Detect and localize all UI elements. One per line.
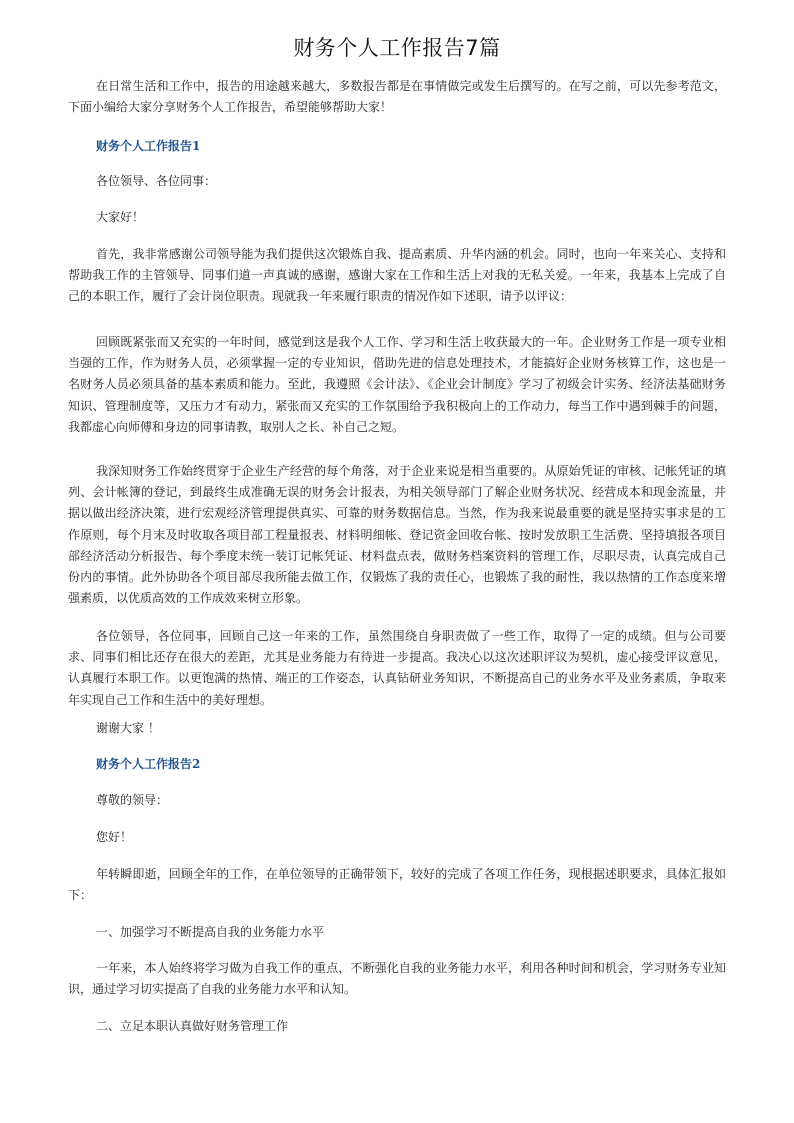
report-1-heading: 财务个人工作报告1 <box>96 139 201 153</box>
report-1-paragraph-1: 首先，我非常感谢公司领导能为我们提供这次锻炼自我、提高素质、升华内涵的机会。同时，也向一年来关心、支持和帮助我工作的主管领导、同事们道一声真诚的感谢，感谢大家在工作和生活上对我的无私关爱。一年来，我基本上完成了自己的本职工作，履行了会计岗位职责。现就我一年来履行职责的情况作如下述职，请予以评议： <box>68 247 726 304</box>
intro-paragraph: 在日常生活和工作中，报告的用途越来越大，多数报告都是在事情做完或发生后撰写的。在写之前，可以先参考范文，下面小编给大家分享财务个人工作报告，希望能够帮助大家！ <box>68 79 726 115</box>
report-1-paragraph-3: 我深知财务工作始终贯穿于企业生产经营的每个角落，对于企业来说是相当重要的。从原始凭证的审核、记帐凭证的填列、会计帐簿的登记，到最终生成准确无误的财务会计报表，为相关领导部门了解企业财务状况、经营成本和现金流量，并据以做出经济决策，进行宏观经济管理提供真实、可靠的财务数据信息。当然，作为我来说最重要的就是坚持实事求是的工作原则，每个月末及时收取各项目部工程量报表、材料明细帐、登记资金回收台帐、按时发放职工生活费、坚持填报各项目部经济活动分析报告、每个季度末统一装订记帐凭证、材料盘点表，做财务档案资料的管理工作，尽职尽责，认真完成自己份内的事情。此外协助各个项目部尽我所能去做工作，仅锻炼了我的责任心，也锻炼了我的耐性，我以热情的工作态度来增强素质，以优质高效的工作成效来树立形象。 <box>68 464 726 606</box>
report-2-greeting: 您好！ <box>96 830 133 844</box>
report-2-section-2-heading: 二、立足本职认真做好财务管理工作 <box>96 1019 289 1033</box>
report-2-paragraph-2: 一年来，本人始终将学习做为自我工作的重点，不断强化自我的业务能力水平，利用各种时间和机会，学习财务专业知识，通过学习切实提高了自我的业务能力水平和认知。 <box>68 961 726 997</box>
report-2-salutation: 尊敬的领导： <box>96 793 169 807</box>
page-title: 财务个人工作报告7篇 <box>293 36 501 60</box>
report-1-paragraph-2: 回顾既紧张而又充实的一年时间，感觉到这是我个人工作、学习和生活上收获最大的一年。企业财务工作是一项专业相当强的工作，作为财务人员，必须掌握一定的专业知识，借助先进的信息处理技术，才能搞好企业财务核算工作，这也是一名财务人员必须具备的基本素质和能力。至此，我遵照《会计法》、《企业会计制度》学习了初级会计实务、经济法基础财务知识、管理制度等，又压力才有动力，紧张而又充实的工作氛围给予我积极向上的工作动力，每当工作中遇到棘手的问题，我都虚心向师傅和身边的同事请教，取别人之长、补自己之短。 <box>68 335 726 434</box>
report-1-greeting: 大家好！ <box>96 210 145 224</box>
report-1-closing: 谢谢大家 ！ <box>96 721 160 735</box>
report-2-section-1-heading: 一、加强学习不断提高自我的业务能力水平 <box>96 925 325 939</box>
report-2-paragraph-1: 年转瞬即逝，回顾全年的工作，在单位领导的正确带领下，较好的完成了各项工作任务，现根据述职要求，具体汇报如下： <box>68 867 726 903</box>
report-1-salutation: 各位领导、各位同事： <box>96 174 217 188</box>
report-2-heading: 财务个人工作报告2 <box>96 757 201 771</box>
report-1-paragraph-4: 各位领导，各位同事，回顾自己这一年来的工作，虽然围绕自身职责做了一些工作，取得了一定的成绩。但与公司要求、同事们相比还存在很大的差距，尤其是业务能力有待进一步提高。我决心以这次述职评议为契机，虚心接受评议意见，认真履行本职工作。以更饱满的热情、端正的工作姿态，认真钻研业务知识，不断提高自己的业务水平及业务素质，争取来年实现自己工作和生活中的美好理想。 <box>68 629 726 707</box>
